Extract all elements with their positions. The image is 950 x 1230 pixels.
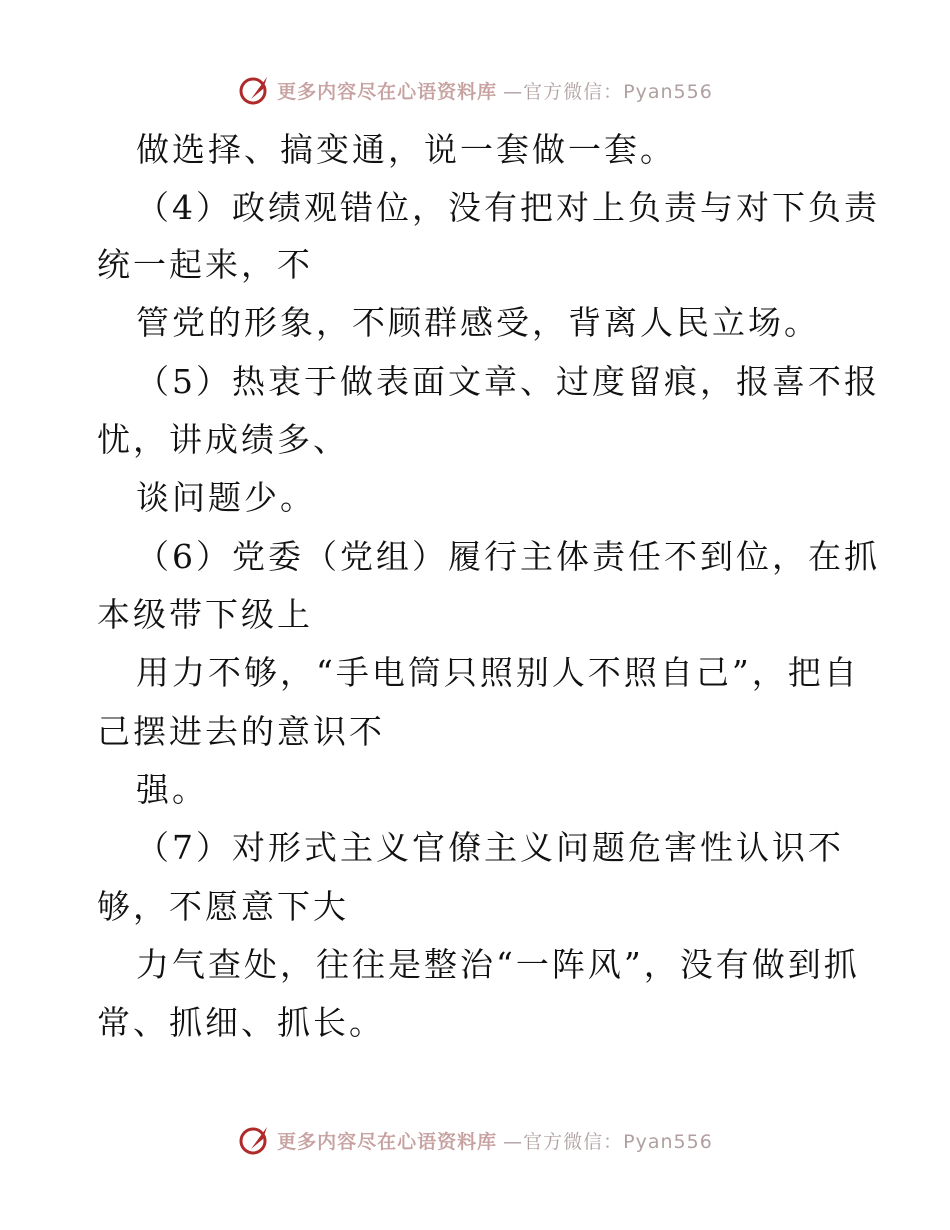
text-line: （5）热衷于做表面文章、过度留痕，报喜不报 <box>136 362 880 401</box>
header-watermark <box>0 70 950 110</box>
watermark-prefix: 更多内容尽在心语资料库 <box>277 1130 498 1153</box>
footer-watermark <box>0 1120 950 1160</box>
quill-logo-icon <box>237 1123 271 1157</box>
text-line: 力气查处，往往是整治“一阵风”，没有做到抓 <box>136 945 860 984</box>
text-line: （6）党委（党组）履行主体责任不到位，在抓 <box>136 537 880 576</box>
watermark-suffix: —官方微信：Pyan556 <box>503 1130 713 1153</box>
text-line: （7）对形式主义官僚主义问题危害性认识不 <box>136 828 844 867</box>
text-line: 统一起来，不 <box>97 245 313 284</box>
text-line: 做选择、搞变通，说一套做一套。 <box>136 130 676 169</box>
quill-logo-icon <box>237 73 271 107</box>
text-line: 谈问题少。 <box>136 478 316 517</box>
text-line: 管党的形象，不顾群感受，背离人民立场。 <box>136 303 820 342</box>
watermark-suffix: —官方微信：Pyan556 <box>503 80 713 103</box>
text-line: 强。 <box>136 770 208 809</box>
text-line: 忧，讲成绩多、 <box>97 420 349 459</box>
text-line: 用力不够，“手电筒只照别人不照自己”，把自 <box>136 653 860 692</box>
text-line: （4）政绩观错位，没有把对上负责与对下负责 <box>136 188 880 227</box>
text-line: 常、抓细、抓长。 <box>97 1003 385 1042</box>
text-line: 够，不愿意下大 <box>97 887 349 926</box>
watermark-prefix: 更多内容尽在心语资料库 <box>277 80 498 103</box>
text-line: 本级带下级上 <box>97 595 313 634</box>
text-line: 己摆进去的意识不 <box>97 712 385 751</box>
